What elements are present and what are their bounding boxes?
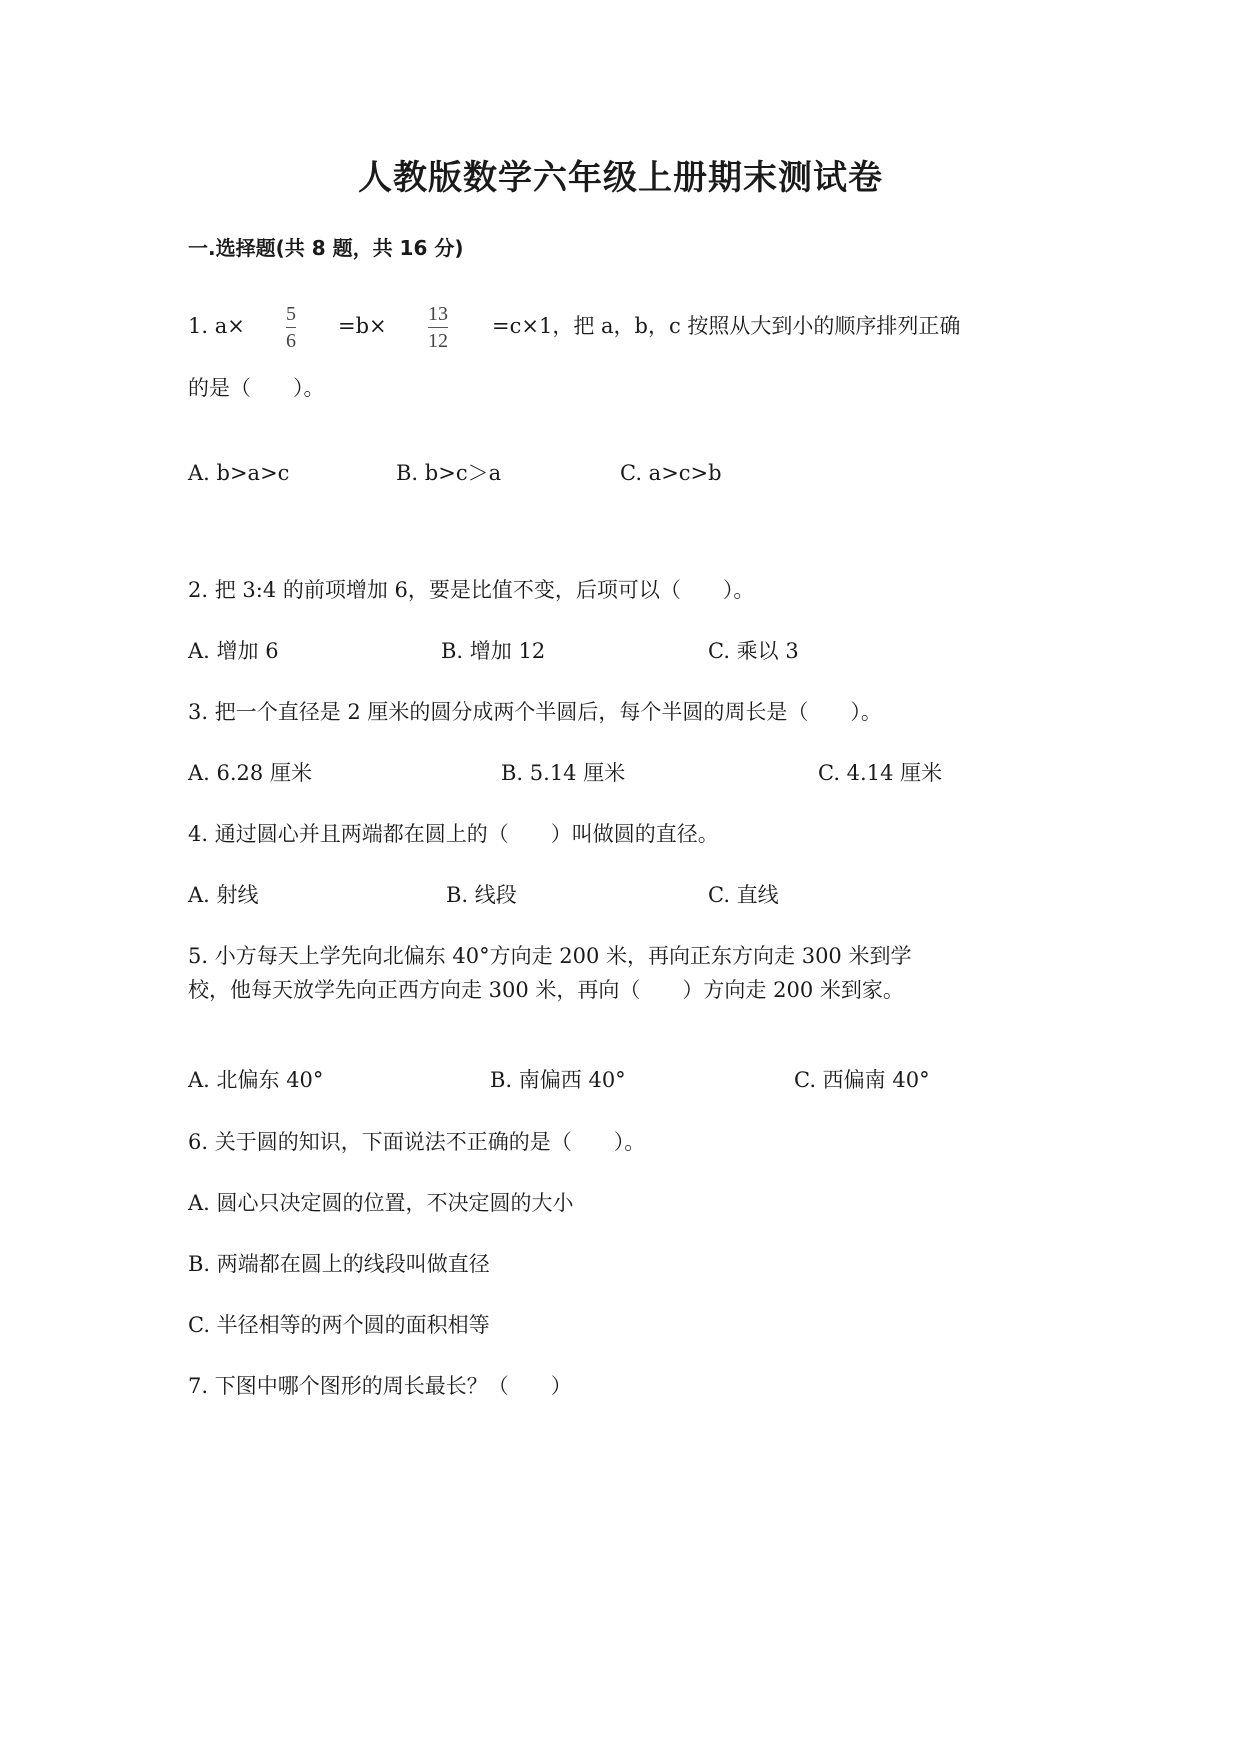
section-title: 一.选择题(共 8 题，共 16 分) [188,236,464,260]
question-3-option-c: C. 4.14 厘米 [818,761,943,785]
question-6-option-a: A. 圆心只决定圆的位置，不决定圆的大小 [188,1191,574,1215]
question-3-option-a: A. 6.28 厘米 [188,761,312,785]
question-1-option-a: A. b>a>c [188,461,290,485]
question-4-option-c: C. 直线 [708,883,779,907]
question-5-option-a: A. 北偏东 40° [188,1068,324,1092]
question-2-option-b: B. 增加 12 [441,639,546,663]
question-2-option-a: A. 增加 6 [188,639,279,663]
question-5-option-b: B. 南偏西 40° [490,1068,626,1092]
question-6-option-c: C. 半径相等的两个圆的面积相等 [188,1313,490,1337]
fraction-bar [286,327,296,328]
question-4-text: 4. 通过圆心并且两端都在圆上的（ ）叫做圆的直径。 [188,822,719,846]
question-1-part-1: 1. a× [188,314,245,338]
question-6-text: 6. 关于圆的知识，下面说法不正确的是（ ）。 [188,1130,646,1154]
question-7-text: 7. 下图中哪个图形的周长最长？（ ） [188,1374,572,1398]
fraction-numerator: 5 [286,303,296,325]
question-1-fraction-2 [428,302,448,353]
fraction-bar [428,327,448,328]
question-4-option-b: B. 线段 [446,883,517,907]
question-4-option-a: A. 射线 [188,883,259,907]
question-3-option-b: B. 5.14 厘米 [501,761,626,785]
question-1-fraction-1 [286,302,296,353]
question-5-line-2: 校，他每天放学先向正西方向走 300 米，再向（ ）方向走 200 米到家。 [188,978,904,1002]
question-1-option-c: C. a>c>b [620,461,722,485]
question-1-line-2: 的是（ ）。 [188,376,325,400]
question-1-option-b: B. b>c＞a [396,461,502,485]
fraction-denominator: 6 [286,330,296,352]
question-2-text: 2. 把 3:4 的前项增加 6，要是比值不变，后项可以（ ）。 [188,578,755,602]
page-title: 人教版数学六年级上册期末测试卷 [358,158,883,198]
question-5-option-c: C. 西偏南 40° [794,1068,930,1092]
fraction-numerator: 13 [428,303,448,325]
question-1-part-3: =c×1，把 a，b，c 按照从大到小的顺序排列正确 [492,314,961,338]
fraction-denominator: 12 [428,330,448,352]
question-2-option-c: C. 乘以 3 [708,639,799,663]
question-6-option-b: B. 两端都在圆上的线段叫做直径 [188,1252,490,1276]
question-5-line-1: 5. 小方每天上学先向北偏东 40°方向走 200 米，再向正东方向走 300 米到学 [188,944,912,968]
question-1-part-2: =b× [338,314,387,338]
question-3-text: 3. 把一个直径是 2 厘米的圆分成两个半圆后，每个半圆的周长是（ ）。 [188,700,882,724]
